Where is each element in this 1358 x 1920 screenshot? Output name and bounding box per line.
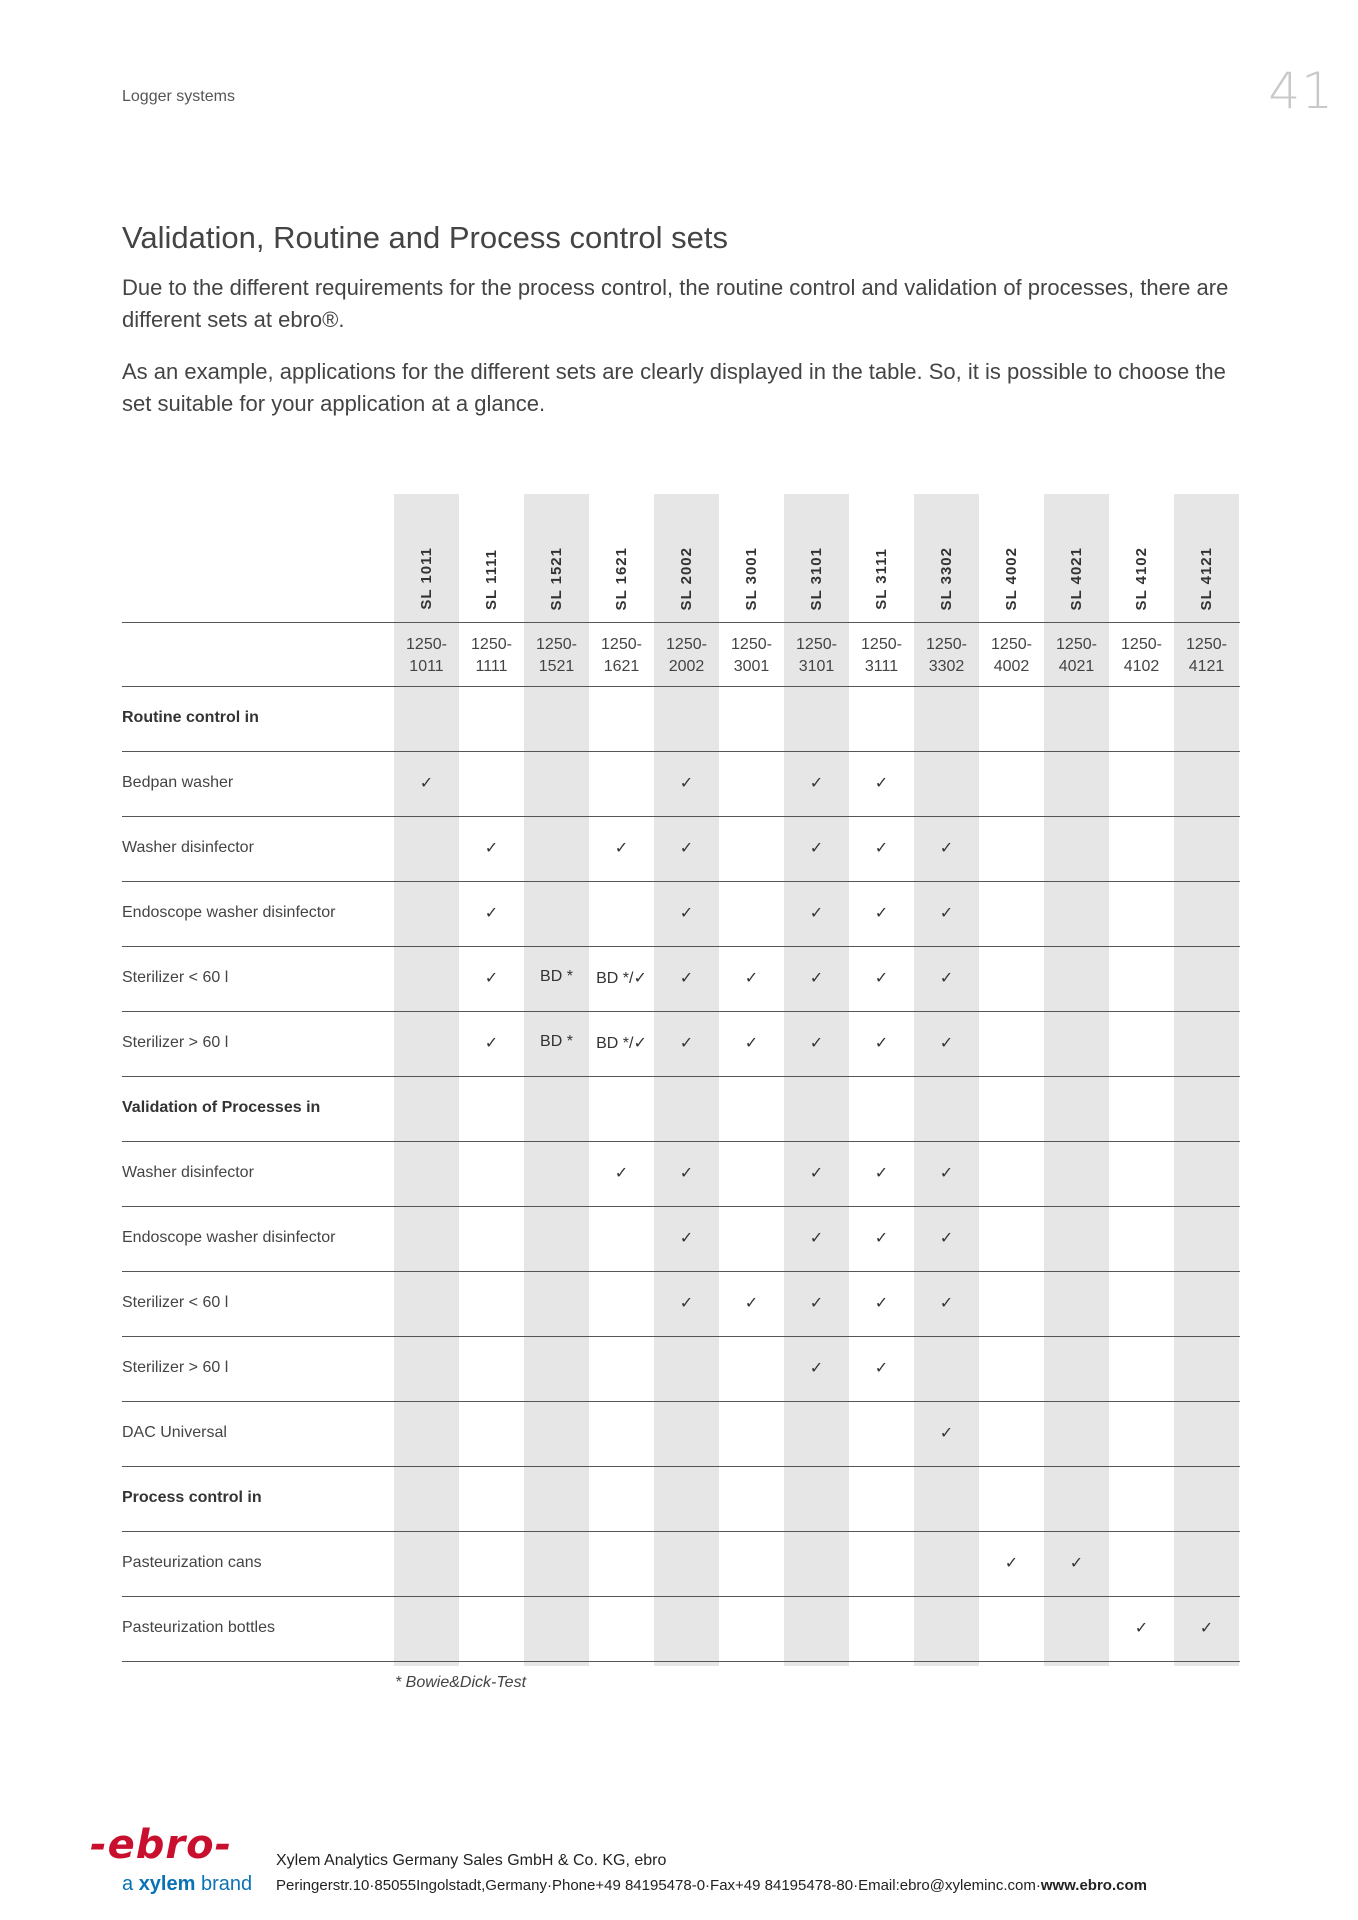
- part-number-prefix: 1250-: [666, 636, 707, 653]
- table-cell: ✓: [419, 775, 434, 792]
- part-number-suffix: 3111: [864, 658, 899, 675]
- table-rule: [122, 881, 1240, 882]
- part-number-suffix: 3302: [928, 658, 965, 675]
- table-cell: ✓: [874, 970, 889, 987]
- table-cell: ✓: [679, 1035, 694, 1052]
- row-label: Pasteurization cans: [122, 1554, 262, 1571]
- table-cell: ✓: [744, 1035, 759, 1052]
- row-label: Sterilizer < 60 l: [122, 1294, 229, 1311]
- column-header: [459, 494, 524, 622]
- part-number: [979, 634, 1044, 678]
- part-number: [1044, 634, 1109, 678]
- column-header-label: SL 4121: [1198, 546, 1215, 610]
- part-number-suffix: 2002: [668, 658, 705, 675]
- column-header-label: SL 1521: [548, 546, 565, 610]
- table-rule: [122, 1076, 1240, 1077]
- intro-paragraph-1: Due to the different requirements for the process control, the routine control and validation of processes, there are different sets at ebro®.: [122, 275, 1229, 332]
- table-cell: ✓: [809, 1035, 824, 1052]
- table-rule: [122, 1206, 1240, 1207]
- part-number: [1174, 634, 1239, 678]
- row-label: Sterilizer > 60 l: [122, 1359, 229, 1376]
- table-rule: [122, 1011, 1240, 1012]
- part-number: [849, 634, 914, 678]
- table-cell: ✓: [939, 1425, 954, 1442]
- row-label: Bedpan washer: [122, 774, 234, 791]
- column-header: [524, 494, 589, 622]
- part-number-prefix: 1250-: [1121, 636, 1162, 653]
- part-number-suffix: 1521: [538, 658, 575, 675]
- part-number-prefix: 1250-: [796, 636, 837, 653]
- column-header: [654, 494, 719, 622]
- table-cell: ✓: [484, 905, 499, 922]
- row-label: Endoscope washer disinfector: [122, 904, 336, 921]
- table-cell: ✓: [679, 775, 694, 792]
- table-cell: ✓: [809, 1230, 824, 1247]
- section-header: Logger systems: [122, 88, 235, 105]
- table-rule: [122, 751, 1240, 752]
- part-number: [654, 634, 719, 678]
- table-cell: ✓: [809, 970, 824, 987]
- table-rule: [122, 816, 1240, 817]
- table-rule: [122, 1401, 1240, 1402]
- ebro-logo: -ebro-: [90, 1822, 233, 1868]
- table-cell: ✓: [874, 1230, 889, 1247]
- part-number: [589, 634, 654, 678]
- table-cell: ✓: [939, 840, 954, 857]
- table-cell: ✓: [809, 840, 824, 857]
- part-number-prefix: 1250-: [991, 636, 1032, 653]
- part-number-suffix: 4102: [1123, 658, 1160, 675]
- table-cell: ✓: [679, 840, 694, 857]
- part-number-prefix: 1250-: [926, 636, 967, 653]
- part-number-suffix: 3101: [798, 658, 835, 675]
- part-number: [719, 634, 784, 678]
- table-cell: ✓: [874, 1035, 889, 1052]
- part-number-prefix: 1250-: [1056, 636, 1097, 653]
- column-header: [394, 494, 459, 622]
- company-name: Xylem Analytics Germany Sales GmbH & Co. KG, ebro: [276, 1852, 667, 1869]
- part-number-suffix: 1621: [603, 658, 640, 675]
- row-label: Pasteurization bottles: [122, 1619, 275, 1636]
- column-header-label: SL 4002: [1003, 546, 1020, 610]
- table-rule: [122, 622, 1240, 623]
- table-rule: [122, 1141, 1240, 1142]
- intro-paragraph-2: As an example, applications for the different sets are clearly displayed in the table. So, it is possible to choose the set suitable for your application at a glance.: [122, 359, 1226, 416]
- table-cell: ✓: [484, 840, 499, 857]
- column-header-label: SL 4021: [1068, 546, 1085, 610]
- column-header: [1174, 494, 1239, 622]
- table-cell: ✓: [809, 775, 824, 792]
- table-cell: ✓: [679, 905, 694, 922]
- table-cell: ✓: [874, 1165, 889, 1182]
- part-number: [459, 634, 524, 678]
- xylem-brand: a xylem brand: [122, 1873, 253, 1895]
- table-cell: BD *: [540, 1033, 573, 1050]
- row-label: Sterilizer > 60 l: [122, 1034, 229, 1051]
- table-cell: ✓: [809, 1295, 824, 1312]
- table-cell: ✓: [614, 840, 629, 857]
- website-link[interactable]: www.ebro.com: [1040, 1877, 1147, 1894]
- table-cell: ✓: [939, 1035, 954, 1052]
- table-cell: ✓: [874, 905, 889, 922]
- table-rule: [122, 1271, 1240, 1272]
- part-number-prefix: 1250-: [536, 636, 577, 653]
- table-cell: ✓: [939, 1165, 954, 1182]
- table-rule: [122, 1466, 1240, 1467]
- table-cell: ✓: [874, 1360, 889, 1377]
- table-cell: ✓: [874, 840, 889, 857]
- part-number-suffix: 1011: [409, 658, 444, 675]
- table-cell: ✓: [679, 970, 694, 987]
- column-header: [719, 494, 784, 622]
- part-number-prefix: 1250-: [861, 636, 902, 653]
- table-cell: ✓: [1134, 1620, 1149, 1637]
- table-cell: ✓: [939, 1295, 954, 1312]
- row-label: Sterilizer < 60 l: [122, 969, 229, 986]
- row-label: DAC Universal: [122, 1424, 227, 1441]
- column-header-label: SL 3302: [938, 546, 955, 610]
- part-number: [1109, 634, 1174, 678]
- part-number-prefix: 1250-: [471, 636, 512, 653]
- part-number: [394, 634, 459, 678]
- column-header-label: SL 1621: [613, 546, 630, 610]
- row-label: Washer disinfector: [122, 839, 254, 856]
- column-header: [589, 494, 654, 622]
- column-header-label: SL 3101: [808, 546, 825, 610]
- part-number-suffix: 3001: [733, 658, 770, 675]
- part-number-suffix: 4121: [1188, 658, 1225, 675]
- table-cell: ✓: [614, 1165, 629, 1182]
- table-rule: [122, 1531, 1240, 1532]
- table-rule: [122, 946, 1240, 947]
- table-cell: ✓: [679, 1165, 694, 1182]
- column-header: [979, 494, 1044, 622]
- table-cell: ✓: [939, 1230, 954, 1247]
- column-header-label: SL 2002: [678, 546, 695, 610]
- column-header-label: SL 1111: [483, 549, 500, 610]
- table-cell: ✓: [809, 1360, 824, 1377]
- table-rule: [122, 1336, 1240, 1337]
- table-cell: ✓: [809, 905, 824, 922]
- table-cell: ✓: [484, 1035, 499, 1052]
- column-header: [1044, 494, 1109, 622]
- table-cell: ✓: [679, 1295, 694, 1312]
- row-label: Washer disinfector: [122, 1164, 254, 1181]
- part-number: [914, 634, 979, 678]
- column-header: [914, 494, 979, 622]
- table-cell: ✓: [1069, 1555, 1084, 1572]
- column-header-label: SL 4102: [1133, 546, 1150, 610]
- table-cell: ✓: [874, 775, 889, 792]
- section-heading: Process control in: [122, 1489, 262, 1506]
- column-header: [849, 494, 914, 622]
- table-cell: ✓: [484, 970, 499, 987]
- part-number: [524, 634, 589, 678]
- table-cell: ✓: [1004, 1555, 1019, 1572]
- footnote: * Bowie&Dick-Test: [395, 1674, 527, 1691]
- table-cell: ✓: [679, 1230, 694, 1247]
- part-number-suffix: 4021: [1058, 658, 1095, 675]
- table-rule: [122, 1596, 1240, 1597]
- part-number-suffix: 4002: [993, 658, 1030, 675]
- table-cell: ✓: [744, 1295, 759, 1312]
- table-cell: BD */✓: [596, 1035, 647, 1052]
- part-number-prefix: 1250-: [731, 636, 772, 653]
- table-cell: ✓: [1199, 1620, 1214, 1637]
- part-number-prefix: 1250-: [1186, 636, 1227, 653]
- table-cell: BD */✓: [596, 970, 647, 987]
- company-address: Peringerstr.10·85055Ingolstadt,Germany·Phone+49 84195478-0·Fax+49 84195478-80·Email:ebro@xyleminc.com·www.ebro.com: [276, 1877, 1147, 1894]
- table-cell: ✓: [874, 1295, 889, 1312]
- section-heading: Validation of Processes in: [122, 1099, 321, 1116]
- part-number-prefix: 1250-: [406, 636, 447, 653]
- part-number-prefix: 1250-: [601, 636, 642, 653]
- part-number-suffix: 1111: [475, 658, 508, 675]
- column-header-label: SL 3001: [743, 546, 760, 610]
- page-title: Validation, Routine and Process control sets: [122, 220, 728, 255]
- page-number: 41: [1268, 62, 1334, 120]
- table-cell: ✓: [744, 970, 759, 987]
- table-rule: [122, 686, 1240, 687]
- column-header: [784, 494, 849, 622]
- table-cell: ✓: [809, 1165, 824, 1182]
- table-cell: ✓: [939, 905, 954, 922]
- table-cell: BD *: [540, 968, 573, 985]
- row-label: Endoscope washer disinfector: [122, 1229, 336, 1246]
- table-rule: [122, 1661, 1240, 1662]
- sets-table: [122, 494, 1240, 1666]
- table-cell: ✓: [939, 970, 954, 987]
- column-header-label: SL 3111: [873, 548, 890, 610]
- part-number: [784, 634, 849, 678]
- section-heading: Routine control in: [122, 709, 259, 726]
- column-header-label: SL 1011: [418, 547, 435, 610]
- column-header: [1109, 494, 1174, 622]
